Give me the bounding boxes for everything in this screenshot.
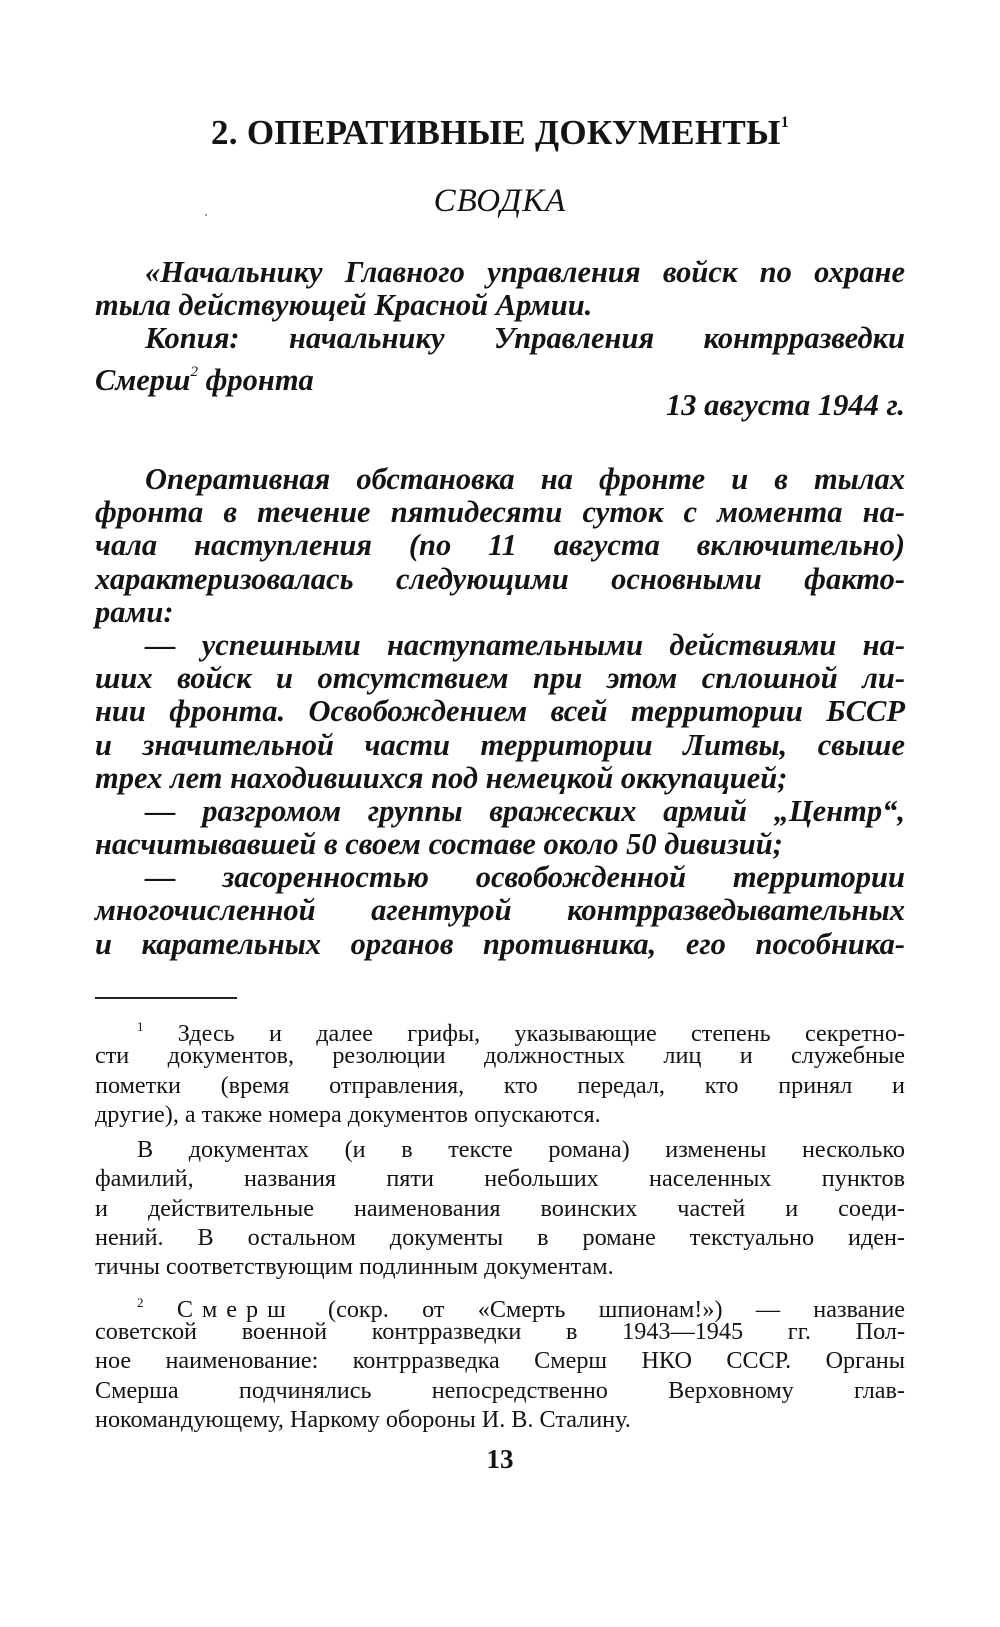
copy-line: Копия: начальнику Управления контрразведки xyxy=(145,321,905,356)
summary-line: насчитывавшей в своем составе около 50 дивизий; xyxy=(95,827,783,862)
footnote-ref-2: 2 xyxy=(190,363,198,380)
footnote-2-line: ное наименование: контрразведка Смерш НКО СССР. Органы xyxy=(95,1347,905,1375)
summary-line: Оперативная обстановка на фронте и в тылах xyxy=(145,462,905,496)
document-title: СВОДКА xyxy=(433,183,567,219)
address-block xyxy=(95,256,905,422)
summary-paragraphs xyxy=(95,463,905,961)
footnote-1-line: сти документов, резолюции должностных лиц и служебные xyxy=(95,1042,905,1070)
footnote-1-line xyxy=(95,1012,905,1047)
footnote-2-marker: 2 xyxy=(137,1294,144,1310)
summary-line: фронта в течение пятидесяти суток с момента на- xyxy=(95,495,905,530)
summary-line: — успешными наступательными действиями на- xyxy=(145,627,905,662)
footnote-1-marker: 1 xyxy=(137,1019,144,1034)
section-heading xyxy=(0,113,1000,153)
footnotes xyxy=(95,1012,905,1434)
footnote-1-line: другие), а также номера документов опускаются. xyxy=(95,1100,601,1128)
summary-line: многочисленной агентурой контрразведывательных xyxy=(95,893,905,928)
footnote-2-line xyxy=(95,1288,906,1323)
summary-line: и значительной части территории Литвы, свыше xyxy=(95,727,905,762)
document-date: 13 августа 1944 г. xyxy=(665,387,905,422)
footnote-1-line: пометки (время отправления, кто передал, кто принял и xyxy=(95,1071,905,1099)
summary-line: характеризовалась следующими основными факто- xyxy=(95,561,905,596)
summary-line: — разгромом группы вражеских армий „Центр“, xyxy=(145,793,905,828)
footnote-1b-line: нений. В остальном документы в романе текстуально иден- xyxy=(95,1224,905,1252)
front-word: фронта xyxy=(205,362,314,397)
summary-line: нии фронта. Освобождением всей территории БССР xyxy=(95,694,905,729)
footnote-ref-1: 1 xyxy=(780,114,789,131)
section-heading-text: 2. ОПЕРАТИВНЫЕ ДОКУМЕНТЫ xyxy=(211,113,781,152)
summary-line: ших войск и отсутствием при этом сплошной ли- xyxy=(95,661,905,696)
footnote-2-text: (сокр. от «Смерть шпионам!») — название xyxy=(328,1295,906,1323)
footnote-2-line: советской военной контрразведки в 1943—1945 гг. Пол- xyxy=(95,1317,905,1345)
footnote-1b-line: В документах (и в тексте романа) изменены несколько xyxy=(137,1136,905,1164)
footnote-1b-line: и действительные наименования воинских частей и соеди- xyxy=(95,1194,905,1222)
summary-line: и карательных органов противника, его пособника- xyxy=(95,926,905,961)
smersh-word: Смерш xyxy=(95,362,191,397)
footnote-1-text: Здесь и далее грифы, указывающие степень секретно- xyxy=(177,1020,905,1047)
footnote-2-line: Смерша подчинялись непосредственно Верховному глав- xyxy=(95,1376,905,1404)
address-line: «Начальнику Главного управления войск по охране xyxy=(145,255,905,289)
summary-line: трех лет находившихся под немецкой оккупацией; xyxy=(95,760,788,795)
summary-line: чала наступления (по 11 августа включительно) xyxy=(95,528,905,563)
footnote-divider xyxy=(95,997,237,999)
footnote-2-term: Смерш xyxy=(176,1295,295,1323)
copy-line xyxy=(95,356,905,397)
summary-line: — засоренностью освобожденной территории xyxy=(145,860,905,895)
footnote-2-line: нокомандующему, Наркому обороны И. В. Сталину. xyxy=(95,1405,631,1433)
footnote-1b-line: фамилий, названия пяти небольших населенных пунктов xyxy=(95,1165,905,1193)
footnote-1b-line: тичны соответствующим подлинным документам. xyxy=(95,1253,614,1281)
summary-line: рами: xyxy=(95,594,174,629)
address-line: тыла действующей Красной Армии. xyxy=(95,288,593,323)
page-number: 13 xyxy=(486,1444,514,1474)
